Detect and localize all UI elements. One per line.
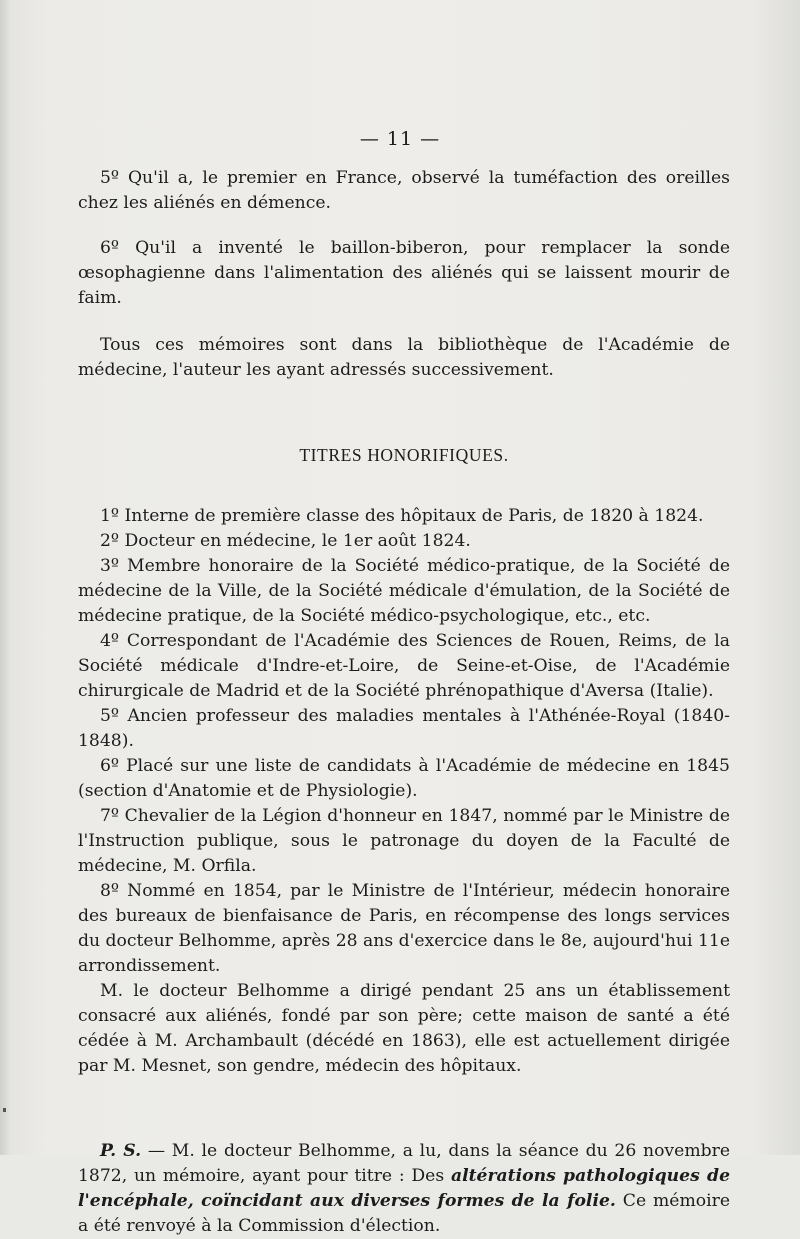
- title-item-1: 1º Interne de première classe des hôpitaux de Paris, de 1820 à 1824.: [100, 506, 704, 526]
- scan-speck: [3, 1108, 6, 1112]
- page-body: [78, 166, 730, 1239]
- title-item-3: 3º Membre honoraire de la Société médico-pratique, de la Société de médecine de la Ville, de la Société médicale d'émulation, de la Société de médecine pratique, de la Société médico-psychologique, etc., etc.: [78, 556, 730, 626]
- postscript-text-after: Ce mémoire a été renvoyé à la Commission d'élection.: [78, 1191, 731, 1236]
- paragraph-memoires: Tous ces mémoires sont dans la bibliothèque de l'Académie de médecine, l'auteur les ayant adressés successivement.: [78, 335, 730, 380]
- postscript-memoir-title: altérations pathologiques de l'encéphale, coïncidant aux diverses formes de la folie.: [78, 1166, 730, 1211]
- title-item-6: 6º Placé sur une liste de candidats à l'Académie de médecine en 1845 (section d'Anatomie et de Physiologie).: [78, 756, 730, 801]
- title-item-8: 8º Nommé en 1854, par le Ministre de l'Intérieur, médecin honoraire des bureaux de bienfaisance de Paris, en récompense des longs services du docteur Belhomme, après 28 ans d'exercice dans le 8e, aujourd'hui 11e arrondissement.: [78, 881, 730, 976]
- title-item-7: 7º Chevalier de la Légion d'honneur en 1847, nommé par le Ministre de l'Instruction publique, sous le patronage du doyen de la Faculté de médecine, M. Orfila.: [78, 806, 730, 876]
- postscript: [78, 1139, 730, 1239]
- page-edge-shadow: [0, 0, 10, 1155]
- postscript-label: P. S.: [100, 1141, 142, 1161]
- title-item-2: 2º Docteur en médecine, le 1er août 1824.: [100, 531, 471, 551]
- titles-list: [78, 504, 730, 1079]
- postscript-text-before: — M. le docteur Belhomme, a lu, dans la séance du 26 novembre 1872, un mémoire, ayant pour titre : Des: [78, 1141, 731, 1186]
- title-item-5: 5º Ancien professeur des maladies mentales à l'Athénée-Royal (1840-1848).: [78, 706, 730, 751]
- title-item-belhomme: M. le docteur Belhomme a dirigé pendant 25 ans un établissement consacré aux aliénés, fondé par son père; cette maison de santé a été cédée à M. Archambault (décédé en 1863), elle est actuellement dirigée par M. Mesnet, son gendre, médecin des hôpitaux.: [78, 981, 730, 1076]
- paragraph-item-5: 5º Qu'il a, le premier en France, observé la tuméfaction des oreilles chez les aliénés en démence.: [78, 168, 730, 213]
- title-item-4: 4º Correspondant de l'Académie des Sciences de Rouen, Reims, de la Société médicale d'Indre-et-Loire, de Seine-et-Oise, de l'Académie chirurgicale de Madrid et de la Société phrénopathique d'Aversa (Italie).: [78, 631, 730, 701]
- page-number: — 11 —: [359, 128, 441, 150]
- paragraph-item-6: 6º Qu'il a inventé le baillon-biberon, pour remplacer la sonde œsophagienne dans l'alimentation des aliénés qui se laissent mourir de faim.: [78, 238, 730, 308]
- section-title: TITRES HONORIFIQUES.: [299, 445, 509, 465]
